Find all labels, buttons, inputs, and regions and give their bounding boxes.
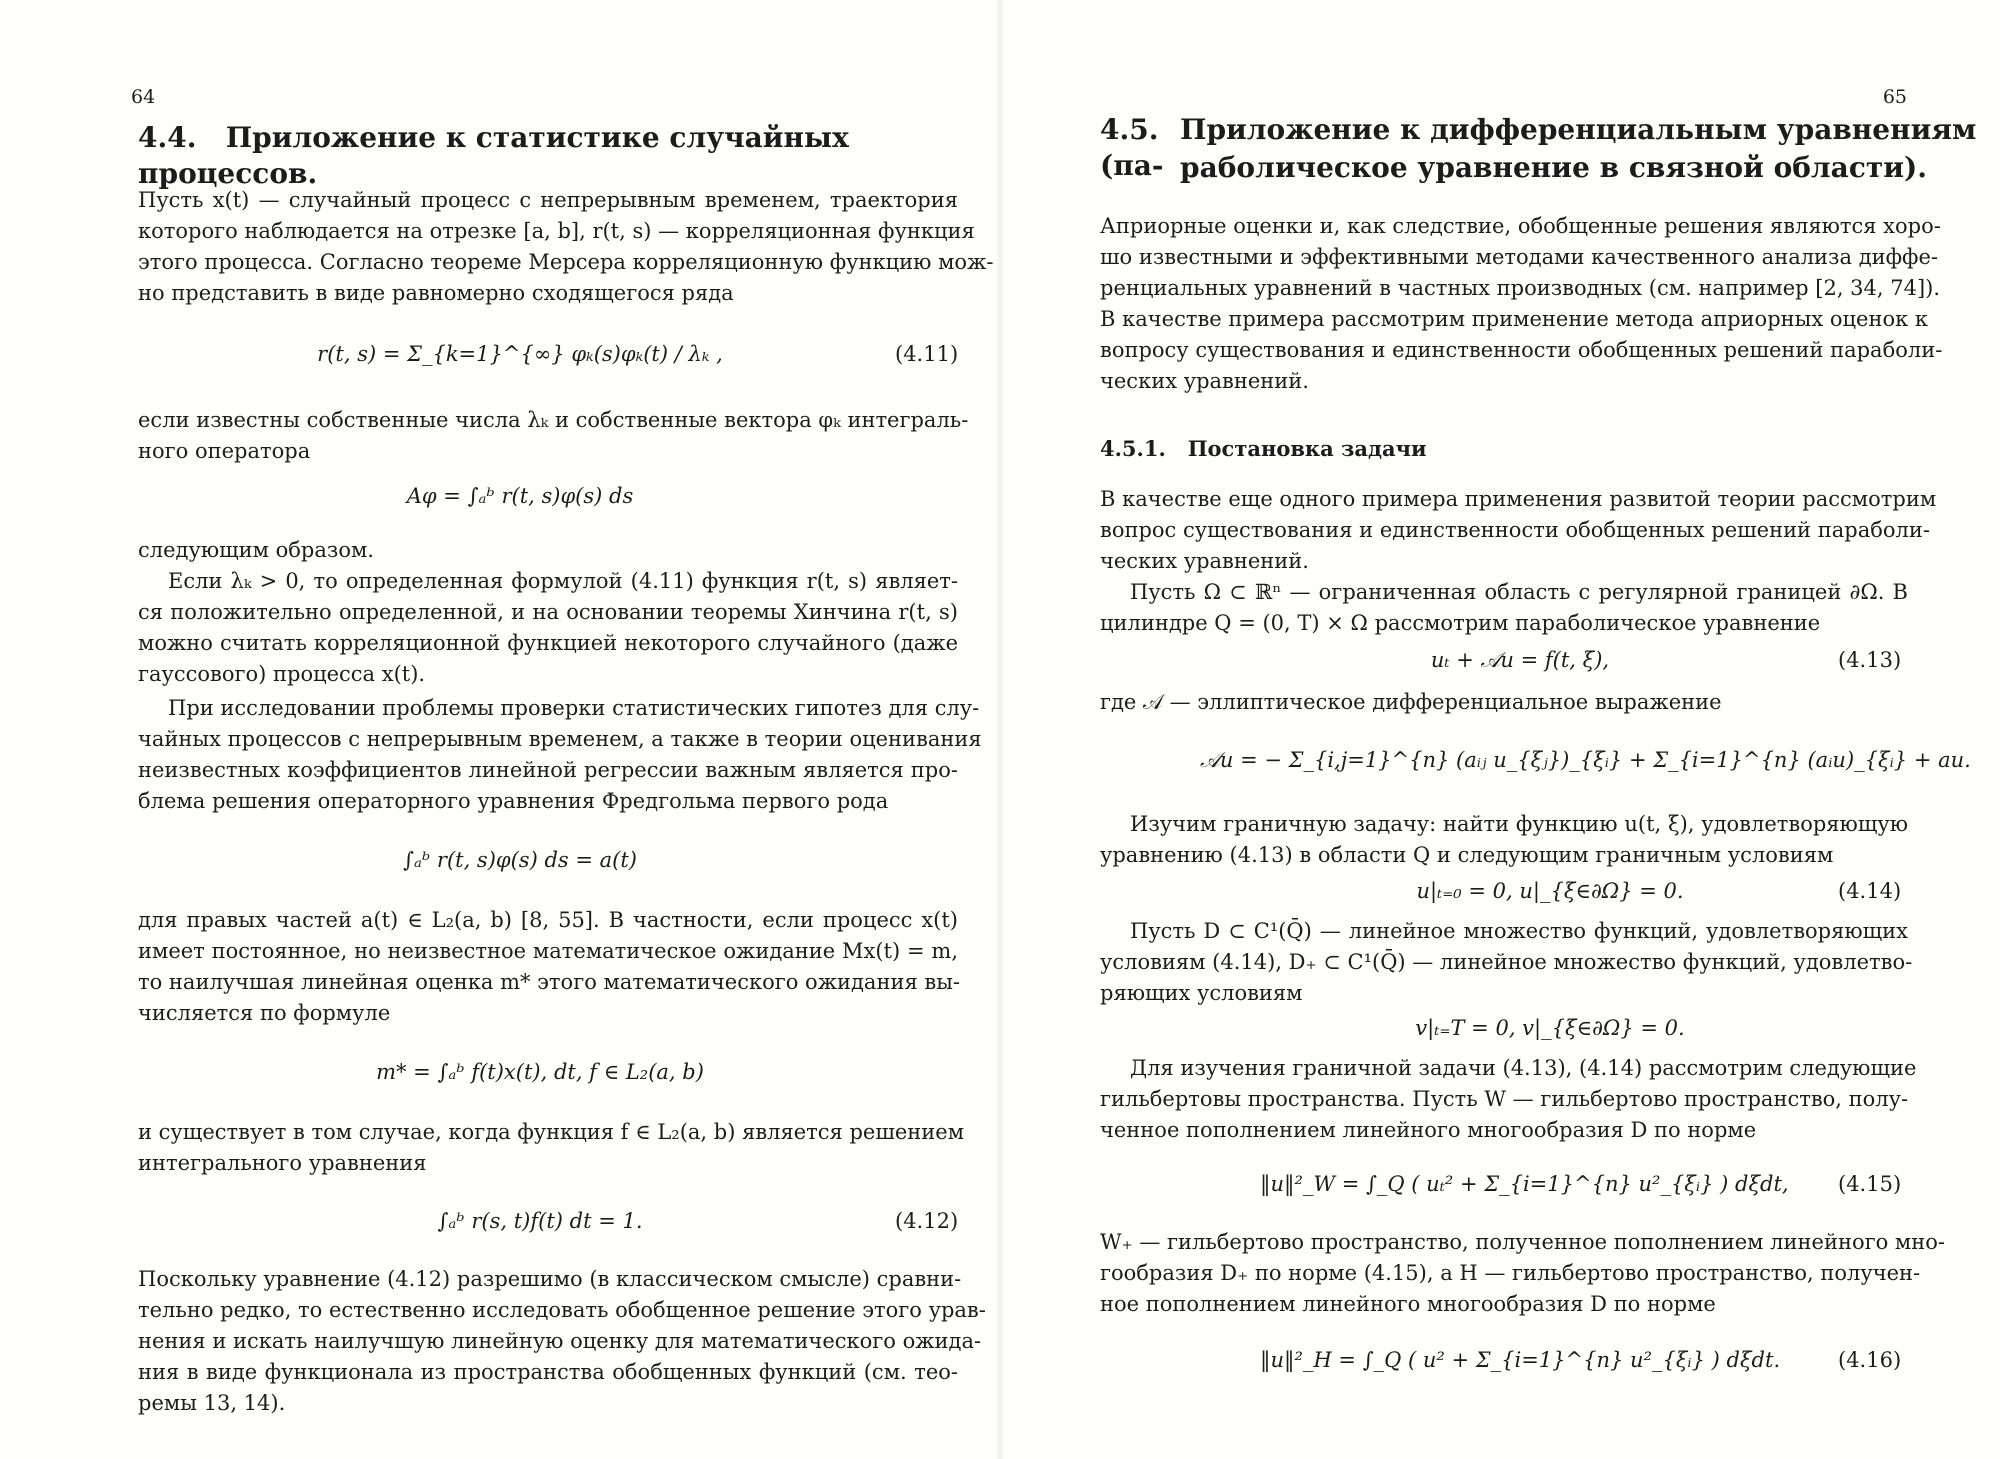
text-line: ческих уравнений. [1100, 549, 1309, 573]
text-line: Поскольку уравнение (4.12) разрешимо (в классическом смысле) сравни- [138, 1267, 962, 1291]
text-line: В качестве еще одного примера применения развитой теории рассмотрим [1100, 487, 1937, 511]
text-line: тельно редко, то естественно исследовать обобщенное решение этого урав- [138, 1298, 986, 1322]
page-number: 65 [1882, 86, 1907, 108]
text-line: W₊ — гильбертово пространство, полученное пополнением линейного мно- [1100, 1230, 1945, 1254]
equation: ∫ₐᵇ r(s, t)f(t) dt = 1. [437, 1209, 643, 1233]
equation: v|ₜ₌T = 0, v|_{ξ∈∂Ω} = 0. [1415, 1016, 1685, 1040]
section-number: 4.5. [1100, 113, 1159, 146]
equation-number: (4.14) [1838, 879, 1902, 903]
equation: ‖u‖²_H = ∫_Q ( u² + Σ_{i=1}^{n} u²_{ξᵢ} ) dξdt. [1260, 1348, 1781, 1372]
equation: 𝒜u = − Σ_{i,j=1}^{n} (aᵢⱼ u_{ξⱼ})_{ξᵢ} + Σ_{i=1}^{n} (aᵢu)_{ξᵢ} + au. [1200, 748, 1971, 772]
text-line: блема решения операторного уравнения Фредгольма первого рода [138, 789, 889, 813]
text-line: если известны собственные числа λₖ и собственные вектора φₖ интеграль- [138, 408, 969, 432]
equation-number: (4.16) [1838, 1348, 1902, 1372]
text-line: числяется по формуле [138, 1001, 391, 1025]
equation-number: (4.15) [1838, 1172, 1902, 1196]
text-line: вопросу существования и единственности обобщенных решений параболи- [1100, 338, 1943, 362]
text-line: можно считать корреляционной функцией некоторого случайного (даже [138, 631, 958, 655]
text-line: ния в виде функционала из пространства обобщенных функций (см. тео- [138, 1360, 958, 1384]
text-line: интегрального уравнения [138, 1151, 427, 1175]
text-line: Для изучения граничной задачи (4.13), (4.14) рассмотрим следующие [1130, 1056, 1917, 1080]
equation-number: (4.12) [895, 1209, 959, 1233]
equation: uₜ + 𝒜u = f(t, ξ), [1430, 648, 1610, 672]
text-line: условиям (4.14), D₊ ⊂ C¹(Q̄) — линейное множество функций, удовлетво- [1100, 950, 1913, 974]
text-line: неизвестных коэффициентов линейной регрессии важным является про- [138, 758, 958, 782]
equation: ‖u‖²_W = ∫_Q ( uₜ² + Σ_{i=1}^{n} u²_{ξᵢ} ) dξdt, [1260, 1172, 1789, 1196]
subsection-number: 4.5.1. [1100, 436, 1166, 461]
text-line: Пусть D ⊂ C¹(Q̄) — линейное множество функций, удовлетворяющих [1130, 919, 1908, 943]
equation-number: (4.13) [1838, 648, 1902, 672]
section-title-line: раболическое уравнение в связной области). [1180, 151, 1927, 184]
text-line: гообразия D₊ по норме (4.15), а H — гильбертово пространство, получен- [1100, 1261, 1921, 1285]
text-line: Априорные оценки и, как следствие, обобщенные решения являются хоро- [1100, 214, 1941, 238]
section-title: Приложение к статистике случайных процессов. [138, 121, 849, 190]
text-line: следующим образом. [138, 538, 374, 562]
text-line: имеет постоянное, но неизвестное математическое ожидание Mx(t) = m, [138, 939, 958, 963]
text-line: уравнению (4.13) в области Q и следующим граничным условиям [1100, 843, 1834, 867]
text-line: для правых частей a(t) ∈ L₂(a, b) [8, 55]. В частности, если процесс x(t) [138, 908, 958, 932]
text-line: ренциальных уравнений в частных производных (см. например [2, 34, 74]). [1100, 276, 1941, 300]
subsection-title: Постановка задачи [1187, 436, 1427, 461]
text-line: гауссового) процесса x(t). [138, 662, 426, 686]
equation-number: (4.11) [895, 342, 959, 366]
text-line: ческих уравнений. [1100, 369, 1309, 393]
text-line: гильбертовы пространства. Пусть W — гильбертово пространство, полу- [1100, 1087, 1909, 1111]
text-line: При исследовании проблемы проверки статистических гипотез для слу- [168, 696, 980, 720]
text-line: вопрос существования и единственности обобщенных решений параболи- [1100, 518, 1930, 542]
section-heading-continued [1180, 150, 1927, 186]
text-line: ное пополнением линейного многообразия D по норме [1100, 1292, 1716, 1316]
section-title-line: Приложение к дифференциальным уравнениям (па- [1100, 113, 1977, 182]
text-line: В качестве примера рассмотрим применение метода априорных оценок к [1100, 307, 1929, 331]
text-line: которого наблюдается на отрезке [a, b], r(t, s) — корреляционная функция [138, 219, 975, 243]
text-line: этого процесса. Согласно теореме Мерсера корреляционную функцию мож- [138, 250, 994, 274]
page-number: 64 [131, 86, 156, 108]
equation: ∫ₐᵇ r(t, s)φ(s) ds = a(t) [403, 848, 637, 872]
text-line: нения и искать наилучшую линейную оценку для математического ожида- [138, 1329, 982, 1353]
text-line: Пусть Ω ⊂ ℝⁿ — ограниченная область с регулярной границей ∂Ω. В [1130, 580, 1908, 604]
right-page [1000, 0, 2000, 1459]
text-line: ряющих условиям [1100, 981, 1303, 1005]
equation: Aφ = ∫ₐᵇ r(t, s)φ(s) ds [406, 484, 634, 508]
text-line: ся положительно определенной, и на основании теоремы Хинчина r(t, s) [138, 600, 958, 624]
equation: u|ₜ₌₀ = 0, u|_{ξ∈∂Ω} = 0. [1416, 879, 1684, 903]
text-line: Пусть x(t) — случайный процесс с непрерывным временем, траектория [138, 188, 958, 212]
text-line: шо известными и эффективными методами качественного анализа диффе- [1100, 245, 1939, 269]
text-line: ного оператора [138, 439, 311, 463]
equation: m* = ∫ₐᵇ f(t)x(t), dt, f ∈ L₂(a, b) [376, 1060, 704, 1084]
text-line: цилиндре Q = (0, T) × Ω рассмотрим параболическое уравнение [1100, 611, 1821, 635]
text-line: и существует в том случае, когда функция f ∈ L₂(a, b) является решением [138, 1120, 965, 1144]
section-heading [138, 120, 1000, 192]
text-line: ремы 13, 14). [138, 1391, 286, 1415]
subsection-heading [1100, 436, 1427, 461]
text-line: ченное пополнением линейного многообразия D по норме [1100, 1118, 1757, 1142]
text-line: но представить в виде равномерно сходящегося ряда [138, 281, 734, 305]
text-line: Изучим граничную задачу: найти функцию u(t, ξ), удовлетворяющую [1130, 812, 1908, 836]
text-line: то наилучшая линейная оценка m* этого математического ожидания вы- [138, 970, 961, 994]
section-number: 4.4. [138, 121, 197, 154]
text-line: чайных процессов с непрерывным временем, а также в теории оценивания [138, 727, 982, 751]
text-line: Если λₖ > 0, то определенная формулой (4.11) функция r(t, s) являет- [168, 569, 958, 593]
text-line: где 𝒜 — эллиптическое дифференциальное выражение [1100, 690, 1722, 714]
equation: r(t, s) = Σ_{k=1}^{∞} φₖ(s)φₖ(t) / λₖ , [317, 342, 723, 366]
